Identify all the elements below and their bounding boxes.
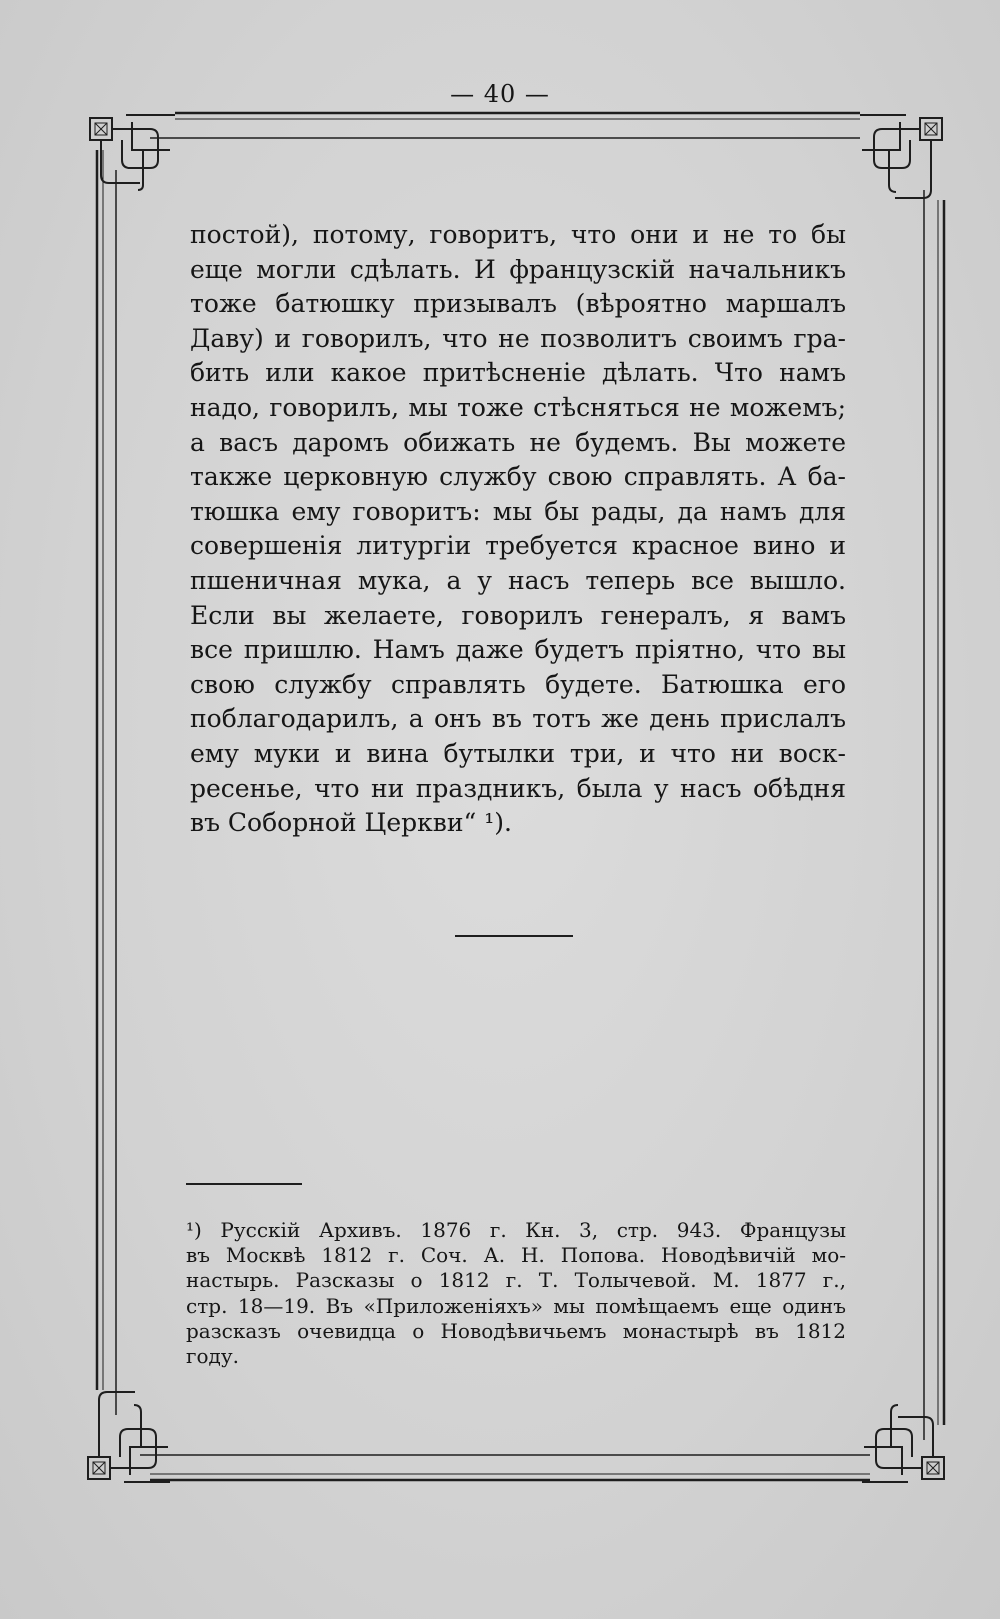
corner-ornament-bottom-left <box>88 1392 170 1482</box>
text-line: также церковную службу свою справлять. А ба- <box>190 462 846 492</box>
text-line: постой), потому, говоритъ, что они и не то бы <box>190 220 846 249</box>
text-line: въ Соборной Церкви“ ¹). <box>190 808 512 838</box>
footnote-line: разсказъ очевидца о Новодѣвичьемъ монастырѣ въ 1812 <box>186 1318 846 1343</box>
text-line: надо, говорилъ, мы тоже стѣсняться не можемъ; <box>190 392 846 422</box>
text-line: тоже батюшку призывалъ (вѣроятно маршалъ <box>190 289 846 319</box>
text-line: тюшка ему говоритъ: мы бы рады, да намъ для <box>190 496 846 526</box>
footnote-rule <box>186 1183 302 1185</box>
footnote-line: году. <box>186 1344 239 1369</box>
footnote-line: въ Москвѣ 1812 г. Соч. А. Н. Попова. Новодѣвичій мо- <box>186 1243 846 1268</box>
text-line: ресенье, что ни праздникъ, была у насъ обѣдня <box>190 773 846 803</box>
text-line: совершенія литургіи требуется красное вино и <box>190 531 846 561</box>
text-line: пшеничная мука, а у насъ теперь все вышло. <box>190 565 846 595</box>
text-line: еще могли сдѣлать. И французскій начальникъ <box>190 254 846 284</box>
text-line: бить или какое притѣсненіе дѣлать. Что намъ <box>190 358 846 388</box>
text-line: ему муки и вина бутылки три, и что ни воск- <box>190 738 846 768</box>
text-line: Если вы желаете, говорилъ генералъ, я вамъ <box>190 600 846 630</box>
main-text <box>190 218 846 841</box>
corner-ornament-top-right <box>860 115 942 198</box>
corner-ornament-bottom-right <box>862 1405 944 1482</box>
footnote-line: стр. 18—19. Въ «Приложеніяхъ» мы помѣщаемъ еще одинъ <box>186 1293 846 1318</box>
text-line: поблагодарилъ, а онъ въ тотъ же день прислалъ <box>190 704 846 734</box>
section-separator <box>455 935 573 937</box>
page-number: — 40 — <box>450 80 550 108</box>
footnote-line: ¹) Русскій Архивъ. 1876 г. Кн. 3, стр. 943. Французы <box>186 1218 846 1242</box>
footnote-line: настырь. Разсказы о 1812 г. Т. Толычевой. М. 1877 г., <box>186 1268 846 1293</box>
text-line: Даву) и говорилъ, что не позволитъ своимъ гра- <box>190 323 846 353</box>
footnote <box>186 1218 846 1369</box>
text-line: а васъ даромъ обижать не будемъ. Вы можете <box>190 427 846 457</box>
text-line: свою службу справлять будете. Батюшка его <box>190 669 846 699</box>
text-line: все пришлю. Намъ даже будетъ пріятно, что вы <box>190 635 846 665</box>
